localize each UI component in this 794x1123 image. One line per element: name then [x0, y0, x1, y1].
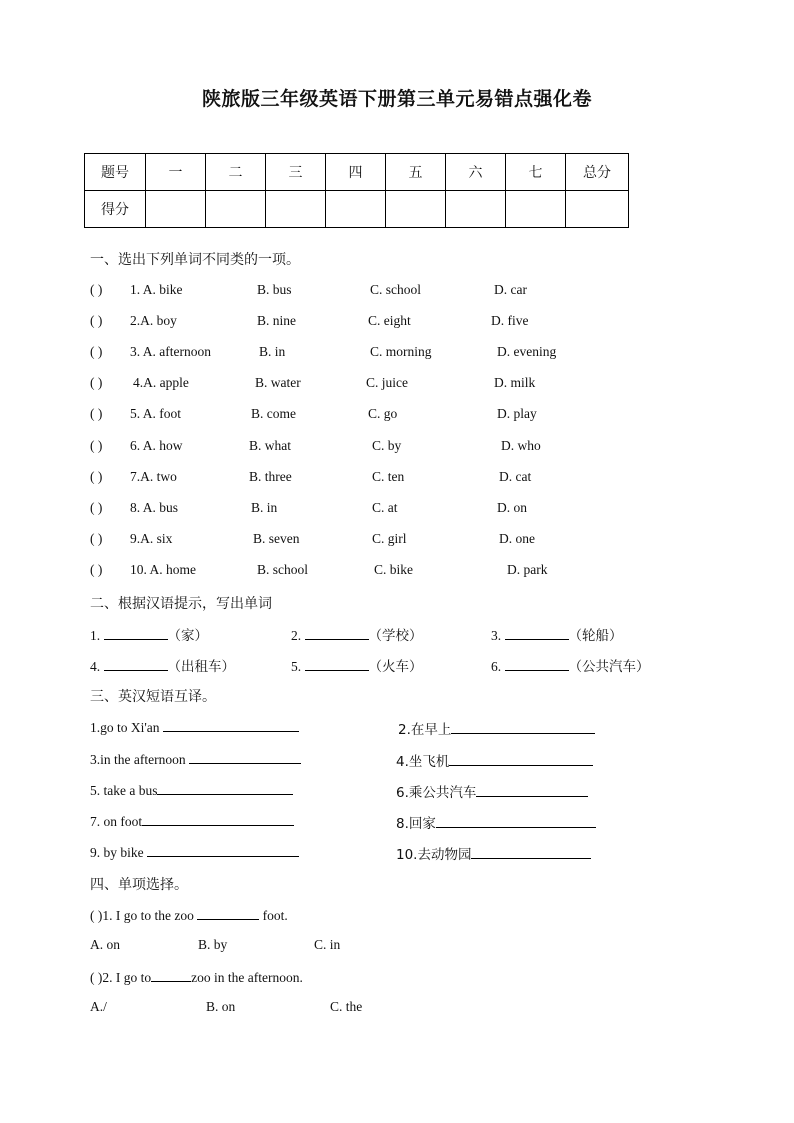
- answer-blank[interactable]: [104, 626, 168, 640]
- page-title: 陕旅版三年级英语下册第三单元易错点强化卷: [201, 88, 592, 110]
- option-c: C. eight: [368, 313, 411, 328]
- phrase-item: [90, 843, 299, 861]
- question-text: zoo in the afternoon.: [191, 970, 303, 985]
- option-c: C. by: [372, 438, 402, 453]
- answer-blank[interactable]: [157, 781, 293, 795]
- score-table-header-cell: 一: [146, 154, 206, 191]
- option-d: D. five: [491, 313, 529, 328]
- option-a: 3. A. afternoon: [130, 344, 211, 359]
- section1-heading: 一、选出下列单词不同类的一项。: [90, 252, 300, 268]
- chinese-hint: （出租车）: [167, 659, 235, 675]
- answer-paren[interactable]: ( ): [90, 970, 103, 985]
- answer-paren[interactable]: ( ): [90, 438, 103, 453]
- score-table-header-cell: 六: [446, 154, 506, 191]
- answer-paren[interactable]: ( ): [90, 500, 103, 515]
- option-d: D. cat: [499, 469, 532, 484]
- section2-heading: 二、根据汉语提示，写出单词: [90, 596, 272, 612]
- phrase-item: [90, 718, 299, 736]
- option-b: B. three: [249, 469, 292, 484]
- answer-paren[interactable]: ( ): [90, 531, 103, 546]
- answer-blank[interactable]: [305, 657, 369, 671]
- option-c: C. school: [370, 282, 422, 297]
- answer-blank[interactable]: [104, 657, 168, 671]
- item-number: 5.: [291, 659, 302, 674]
- score-table: [84, 153, 629, 228]
- option-a: 4.A. apple: [133, 375, 189, 390]
- score-table-score-row: [85, 191, 629, 228]
- section4-heading: 四、单项选择。: [90, 877, 188, 893]
- chinese-hint: （轮船）: [568, 628, 623, 644]
- phrase-item: [398, 718, 595, 738]
- option-c: C. bike: [374, 562, 413, 577]
- chinese-hint: （家）: [167, 628, 208, 644]
- score-cell[interactable]: [506, 191, 566, 228]
- option-a: 1. A. bike: [130, 282, 183, 297]
- answer-blank[interactable]: [305, 626, 369, 640]
- phrase-text: 9. by bike: [90, 845, 144, 860]
- score-table-header-cell: 四: [326, 154, 386, 191]
- option-d: D. car: [494, 282, 527, 297]
- answer-blank[interactable]: [471, 845, 591, 859]
- answer-paren[interactable]: ( ): [90, 282, 103, 297]
- phrase-item: [396, 812, 596, 832]
- option-a: 2.A. boy: [130, 313, 177, 328]
- option-b: B. by: [198, 937, 228, 952]
- phrase-text: 2.在早上: [398, 722, 452, 738]
- question-text: 1. I go to the zoo: [102, 908, 194, 923]
- phrase-text: 7. on foot: [90, 814, 143, 829]
- option-d: D. evening: [497, 344, 557, 359]
- answer-blank[interactable]: [189, 750, 301, 764]
- option-a: A. on: [90, 937, 120, 952]
- answer-paren[interactable]: ( ): [90, 344, 103, 359]
- question-text: 2. I go to: [102, 970, 152, 985]
- score-table-header-row: [85, 154, 629, 191]
- option-c: C. in: [314, 937, 341, 952]
- item-number: 1.: [90, 628, 101, 643]
- choice-question-1: [90, 906, 288, 924]
- phrase-text: 8.回家: [396, 816, 436, 832]
- option-b: B. seven: [253, 531, 300, 546]
- option-a: 7.A. two: [130, 469, 177, 484]
- option-b: B. come: [251, 406, 296, 421]
- answer-paren[interactable]: ( ): [90, 313, 103, 328]
- answer-blank[interactable]: [197, 906, 259, 920]
- fill-item-6: [491, 655, 650, 675]
- phrase-text: 4.坐飞机: [396, 754, 450, 770]
- option-b: B. water: [255, 375, 301, 390]
- option-b: B. nine: [257, 313, 296, 328]
- option-c: C. at: [372, 500, 398, 515]
- fill-item-1: [90, 624, 208, 644]
- score-cell[interactable]: [266, 191, 326, 228]
- answer-blank[interactable]: [142, 812, 294, 826]
- answer-paren[interactable]: ( ): [90, 375, 103, 390]
- item-number: 4.: [90, 659, 101, 674]
- phrase-text: 10.去动物园: [396, 847, 472, 863]
- option-a: 5. A. foot: [130, 406, 182, 421]
- fill-item-4: [90, 655, 235, 675]
- option-a: 8. A. bus: [130, 500, 179, 515]
- chinese-hint: （学校）: [368, 628, 423, 644]
- score-cell[interactable]: [566, 191, 629, 228]
- option-b: B. school: [257, 562, 309, 577]
- chinese-hint: （公共汽车）: [568, 659, 650, 675]
- answer-paren[interactable]: ( ): [90, 406, 103, 421]
- option-a: A./: [90, 999, 107, 1014]
- option-a: 6. A. how: [130, 438, 183, 453]
- option-c: C. juice: [366, 375, 408, 390]
- option-d: D. play: [497, 406, 537, 421]
- item-number: 2.: [291, 628, 302, 643]
- fill-item-2: [291, 624, 423, 644]
- option-a: 9.A. six: [130, 531, 173, 546]
- option-d: D. milk: [494, 375, 536, 390]
- phrase-item: [90, 812, 294, 830]
- option-b: B. in: [251, 500, 278, 515]
- option-d: D. one: [499, 531, 535, 546]
- option-c: C. morning: [370, 344, 432, 359]
- section3-heading: 三、英汉短语互译。: [90, 689, 216, 705]
- phrase-item: [396, 843, 591, 863]
- score-table-header-cell: 七: [506, 154, 566, 191]
- answer-blank[interactable]: [476, 783, 588, 797]
- option-b: B. what: [249, 438, 291, 453]
- answer-blank[interactable]: [449, 752, 593, 766]
- score-table-header-cell: 五: [386, 154, 446, 191]
- score-table-header-cell: 总分: [566, 154, 629, 191]
- choice-question-2: [90, 968, 303, 986]
- option-b: B. in: [259, 344, 286, 359]
- score-cell[interactable]: [206, 191, 266, 228]
- phrase-text: 6.乘公共汽车: [396, 785, 477, 801]
- option-a: 10. A. home: [130, 562, 196, 577]
- answer-blank[interactable]: [505, 657, 569, 671]
- phrase-item: [396, 750, 593, 770]
- answer-paren[interactable]: ( ): [90, 469, 103, 484]
- phrase-item: [90, 750, 301, 768]
- option-c: C. the: [330, 999, 363, 1014]
- score-cell[interactable]: [146, 191, 206, 228]
- answer-blank[interactable]: [147, 843, 299, 857]
- fill-item-5: [291, 655, 423, 675]
- option-c: C. go: [368, 406, 398, 421]
- score-table-header-cell: 二: [206, 154, 266, 191]
- score-cell[interactable]: [326, 191, 386, 228]
- option-c: C. ten: [372, 469, 405, 484]
- answer-blank[interactable]: [163, 718, 299, 732]
- item-number: 3.: [491, 628, 502, 643]
- score-row-label: 得分: [85, 191, 146, 228]
- score-cell[interactable]: [386, 191, 446, 228]
- option-b: B. on: [206, 999, 236, 1014]
- question-text: foot.: [262, 908, 288, 923]
- fill-item-3: [491, 624, 623, 644]
- phrase-item: [396, 781, 588, 801]
- phrase-text: 3.in the afternoon: [90, 752, 186, 767]
- score-table-header-cell: 题号: [85, 154, 146, 191]
- score-cell[interactable]: [446, 191, 506, 228]
- answer-blank[interactable]: [505, 626, 569, 640]
- answer-paren[interactable]: ( ): [90, 562, 103, 577]
- option-d: D. park: [507, 562, 548, 577]
- answer-paren[interactable]: ( ): [90, 908, 103, 923]
- answer-blank[interactable]: [151, 968, 191, 982]
- option-b: B. bus: [257, 282, 292, 297]
- answer-blank[interactable]: [451, 720, 595, 734]
- item-number: 6.: [491, 659, 502, 674]
- option-d: D. on: [497, 500, 527, 515]
- phrase-text: 5. take a bus: [90, 783, 158, 798]
- phrase-item: [90, 781, 293, 799]
- chinese-hint: （火车）: [368, 659, 423, 675]
- answer-blank[interactable]: [436, 814, 596, 828]
- phrase-text: 1.go to Xi'an: [90, 720, 160, 735]
- option-c: C. girl: [372, 531, 407, 546]
- option-d: D. who: [501, 438, 541, 453]
- score-table-header-cell: 三: [266, 154, 326, 191]
